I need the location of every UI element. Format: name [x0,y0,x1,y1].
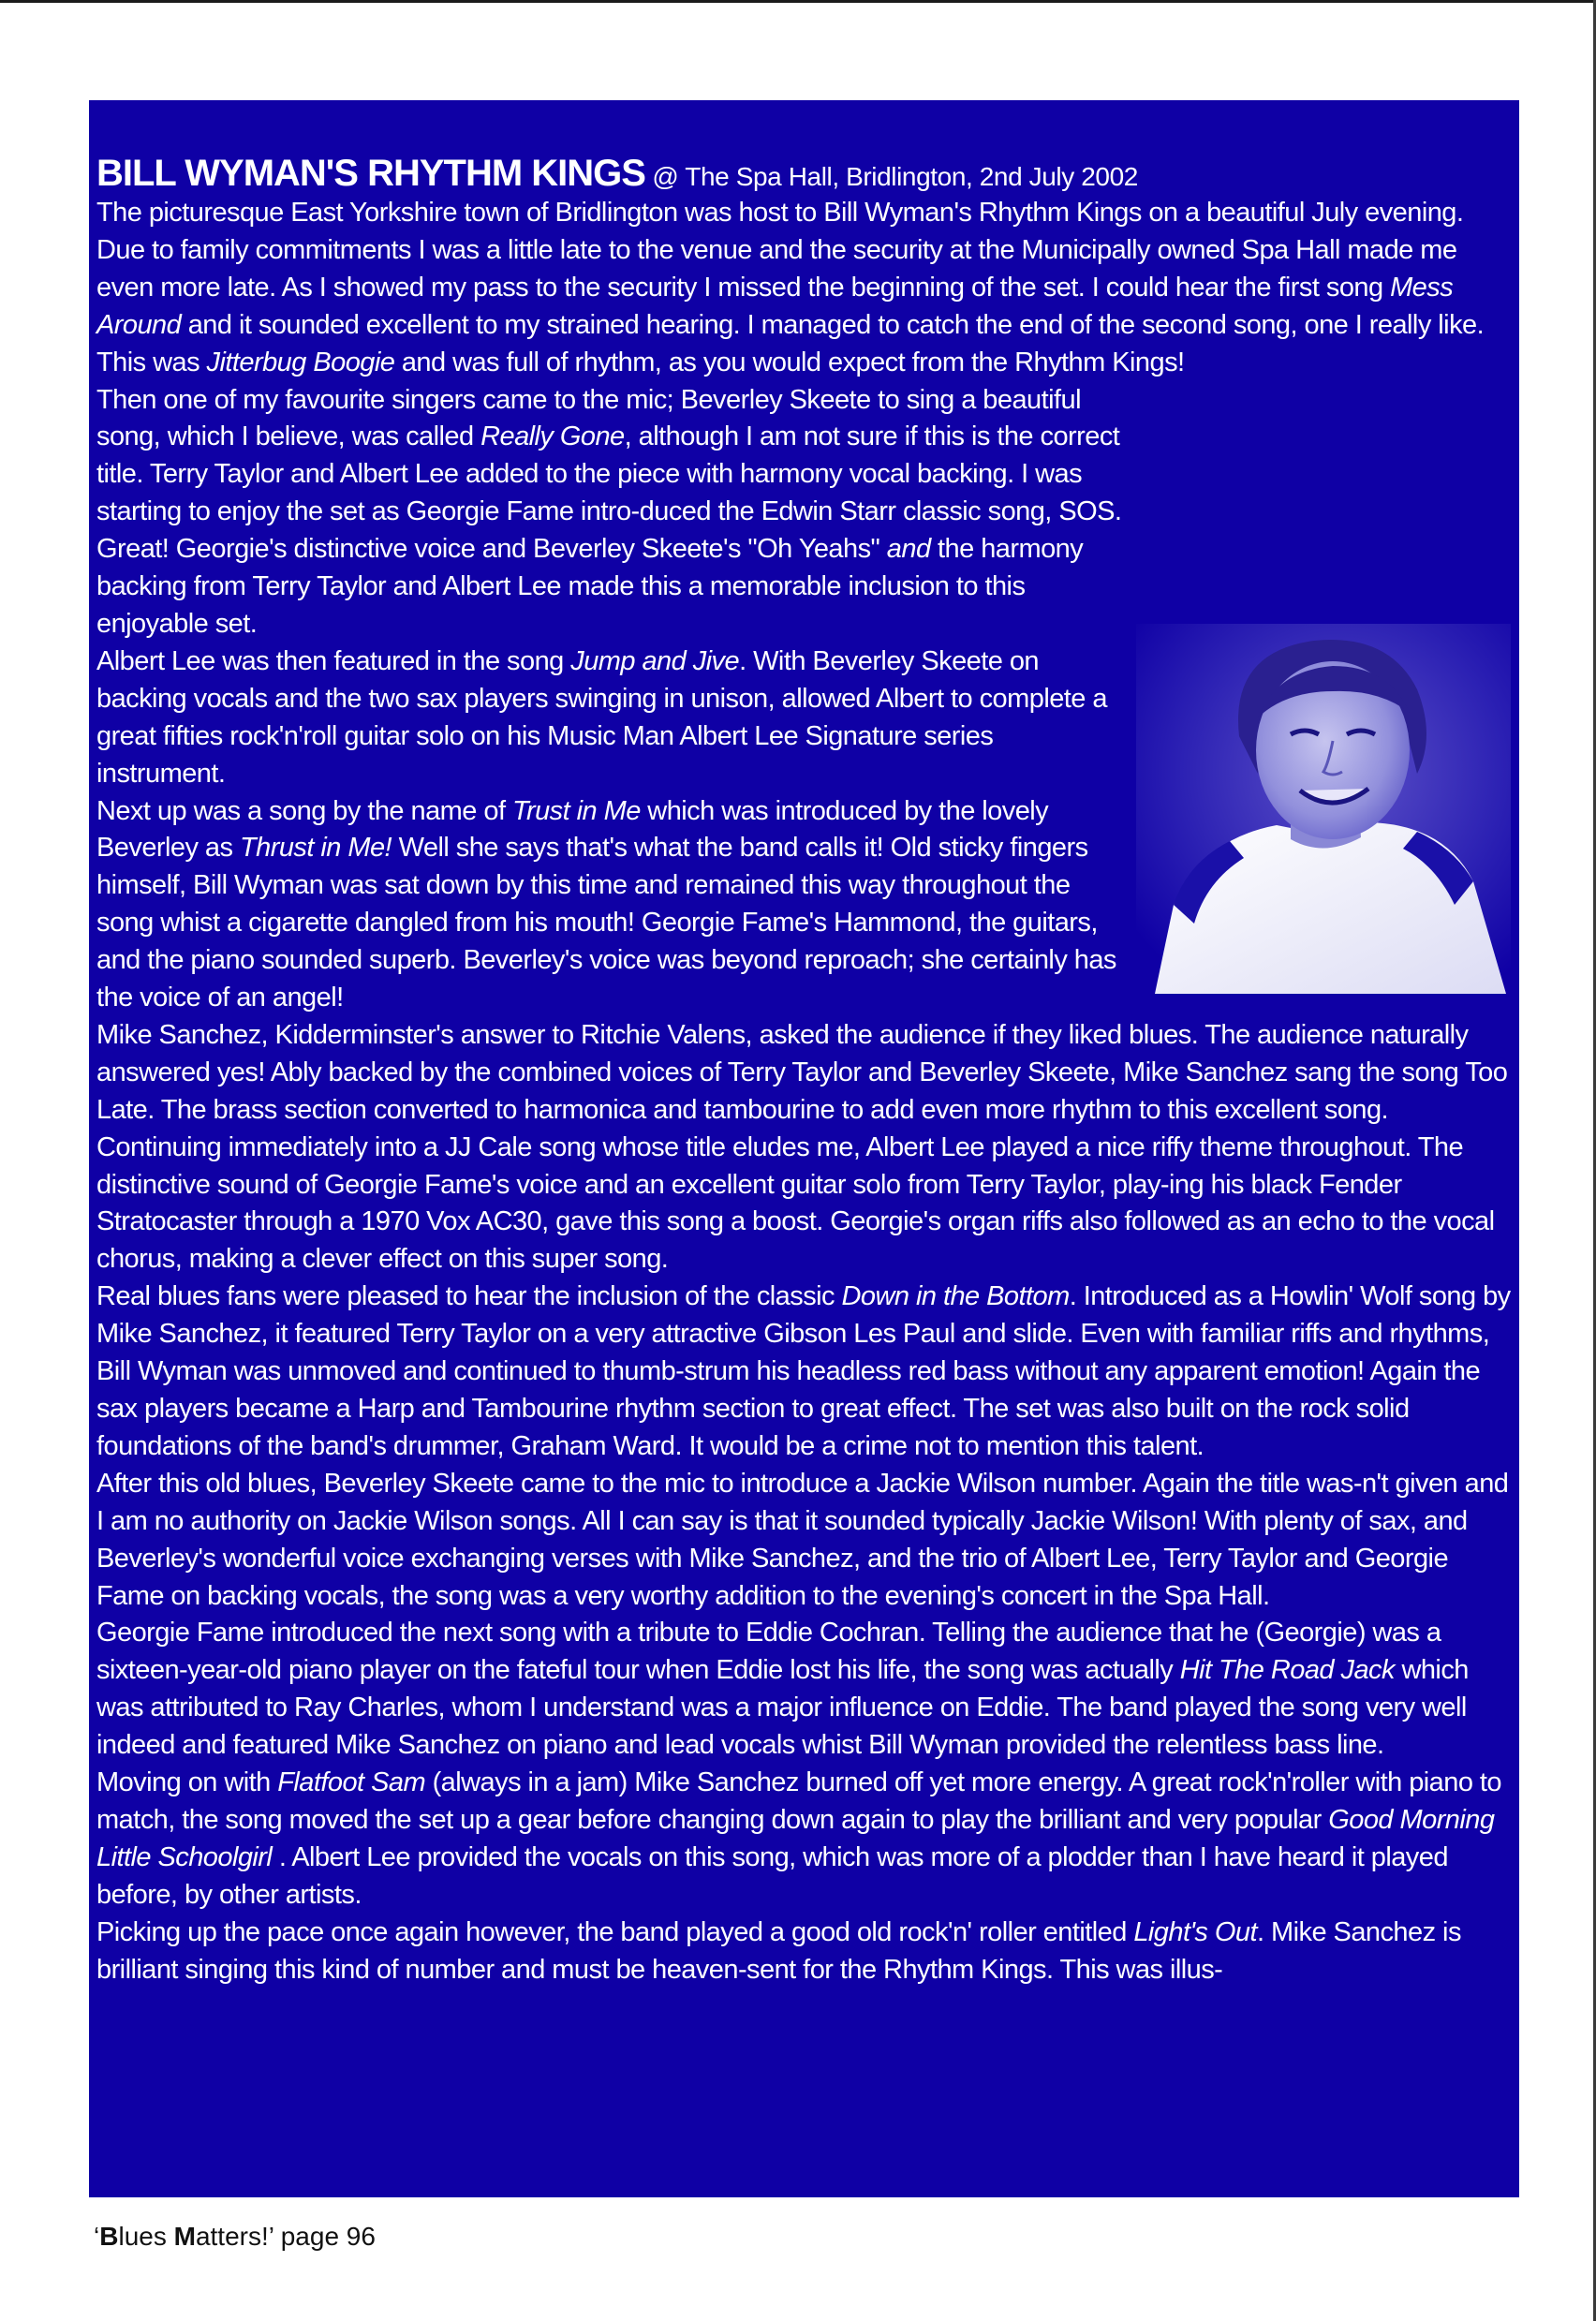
footer-atters: atters! [195,2222,269,2251]
footer-m: M [173,2222,196,2251]
text-run: Next up was a song by the name of [96,795,512,826]
text-run: Mike Sanchez, Kidderminster's answer to Ritchie Valens, asked the audience if they liked blues. The audience naturally answered yes! Ably backed by the combined voices of Terry Taylor and Beverley Skeete, Mike Sanchez sang the song Too Late. The brass section converted to harmonica and tambourine to add even more rhythm to this excellent song. [96,1019,1508,1125]
article-paragraph [96,1017,1511,1130]
text-run: Then one of my favourite singers came to the mic; Beverley Skeete to sing a beautiful song, which I believe, was called [96,384,1081,452]
footer-quote-open: ‘ [94,2222,100,2251]
article-paragraph [96,1279,1511,1466]
text-run: Moving on with [96,1767,278,1798]
text-run: After this old blues, Beverley Skeete came to the mic to introduce a Jackie Wilson number. Again the title was-n't given and I am no authority on Jackie Wilson songs. All I can say is that it sounded typically Jackie Wilson! With plenty of sax, and Beverley's wonderful voice exchanging verses with Mike Sanchez, and the trio of Albert Lee, Terry Taylor and Georgie Fame on backing vocals, the song was a very worthy addition to the evening's concert in the Spa Hall. [96,1468,1509,1611]
page-number: page 96 [273,2222,376,2251]
italic-title-run: Jump and Jive [570,645,740,676]
italic-title-run: and [886,534,931,565]
footer-b: B [99,2222,119,2251]
text-run: Continuing immediately into a JJ Cale song whose title eludes me, Albert Lee played a nice riffy theme throughout. The distinctive sound of Georgie Fame's voice and an excellent guitar solo from Terry Taylor, play-ing his black Fender Stratocaster through a 1970 Vox AC30, gave this song a boost. Georgie's organ riffs also followed as an echo to the vocal chorus, making a clever effect on this super song. [96,1131,1495,1275]
text-run: and was full of rhythm, as you would expect from the Rhythm Kings! [394,347,1185,377]
article-paragraph [96,1466,1511,1616]
venue-date: @ The Spa Hall, Bridlington, 2nd July 2002 [652,162,1138,191]
italic-title-run: Light's Out [1133,1916,1257,1947]
page-footer [94,2222,376,2252]
footer-quote-close: ’ [268,2222,273,2251]
text-run: , although I am not sure if this is the correct title. Terry Taylor and Albert Lee added to the piece with harmony vocal backing. I was starting to enjoy the set as Georgie Fame intro-duced the Edwin Starr classic song, SOS. Great! Georgie's distinctive voice and Beverley Skeete's "Oh Yeahs" [96,421,1122,565]
text-run: . Albert Lee provided the vocals on this song, which was more of a plodder than I have heard it played before, by other artists. [96,1841,1448,1910]
text-run: The picturesque East Yorkshire town of Bridlington was host to Bill Wyman's Rhythm Kings on a beautiful July evening. Due to family commitments I was a little late to the venue and the security at the Municipally owned Spa Hall made me even more late. As I showed my pass to the security I missed the beginning of the set. I could hear the first song [96,198,1464,303]
article-box [89,100,1519,2197]
portrait-image [1136,624,1511,994]
article-paragraph [96,1914,1511,1989]
italic-title-run: Hit The Road Jack [1179,1655,1395,1686]
text-run: . Mike Sanchez is brilliant singing this kind of number and must be heaven-sent for the Rhythm Kings. This was illus- [96,1916,1461,1985]
italic-title-run: Mess Around [96,272,1454,340]
article-paragraph [96,382,1511,643]
page-top-rule [0,0,1596,3]
text-run: which was attributed to Ray Charles, whom I understand was a major influence on Eddie. The band played the song very well indeed and featured Mike Sanchez on piano and lead vocals whist Bill Wyman provided the relentless bass line. [96,1655,1469,1761]
text-run: which was introduced by the lovely Beverley as [96,795,1049,864]
band-name: BILL WYMAN'S RHYTHM KINGS [96,153,645,194]
text-run: Real blues fans were pleased to hear the inclusion of the classic [96,1281,842,1312]
article-paragraph [96,1765,1511,1914]
text-run: the harmony backing from Terry Taylor and Albert Lee made this a memorable inclusion to this enjoyable set. [96,534,1084,639]
italic-title-run: Down in the Bottom [841,1281,1070,1312]
article-headline [96,155,1511,195]
text-run: . With Beverley Skeete on backing vocals and the two sax players swinging in unison, allowed Albert to complete a great fifties rock'n'roll guitar solo on his Music Man Albert Lee Signature series instrument. [96,645,1107,789]
italic-title-run: Really Gone [480,421,625,452]
italic-title-run: Good Morning Little Schoolgirl [96,1804,1495,1872]
italic-title-run: Flatfoot Sam [277,1767,426,1798]
text-run: Well she says that's what the band calls it! Old sticky fingers himself, Bill Wyman was sat down by this time and remained this way throughout the song whist a cigarette dangled from his mouth! Georgie Fame's Hammond, the guitars, and the piano sounded superb. Beverley's voice was beyond reproach; she certainly has the voice of an angel! [96,833,1116,1013]
article-paragraph [96,1615,1511,1765]
text-run: . Introduced as a Howlin' Wolf song by Mike Sanchez, it featured Terry Taylor on a very attractive Gibson Les Paul and slide. Even with familiar riffs and rhythms, Bill Wyman was unmoved and continued to thumb-strum his headless red bass without any apparent emotion! Again the sax players became a Harp and Tambourine rhythm section to great effect. The set was also built on the rock solid foundations of the band's drummer, Graham Ward. It would be a crime not to mention this talent. [96,1281,1511,1461]
text-run: and it sounded excellent to my strained hearing. I managed to catch the end of the second song, one I really like. This was [96,309,1485,377]
text-run: Picking up the pace once again however, the band played a good old rock'n' roller entitled [96,1916,1134,1947]
italic-title-run: Trust in Me [511,795,641,826]
article-body [96,100,1511,1989]
italic-title-run: Jitterbug Boogie [206,347,395,377]
article-paragraph [96,1130,1511,1279]
text-run: (always in a jam) Mike Sanchez burned off yet more energy. A great rock'n'roller with piano to match, the song moved the set up a gear before changing down again to play the brilliant and very popular [96,1767,1502,1835]
article-paragraph [96,195,1511,382]
text-run: Albert Lee was then featured in the song [96,645,571,676]
text-run: Georgie Fame introduced the next song with a tribute to Eddie Cochran. Telling the audience that he (Georgie) was a sixteen-year-old piano player on the fateful tour when Eddie lost his life, the song was actually [96,1618,1441,1686]
band-member-photo [1136,624,1511,994]
italic-title-run: Thrust in Me! [239,833,392,864]
footer-lues: lues [118,2222,174,2251]
